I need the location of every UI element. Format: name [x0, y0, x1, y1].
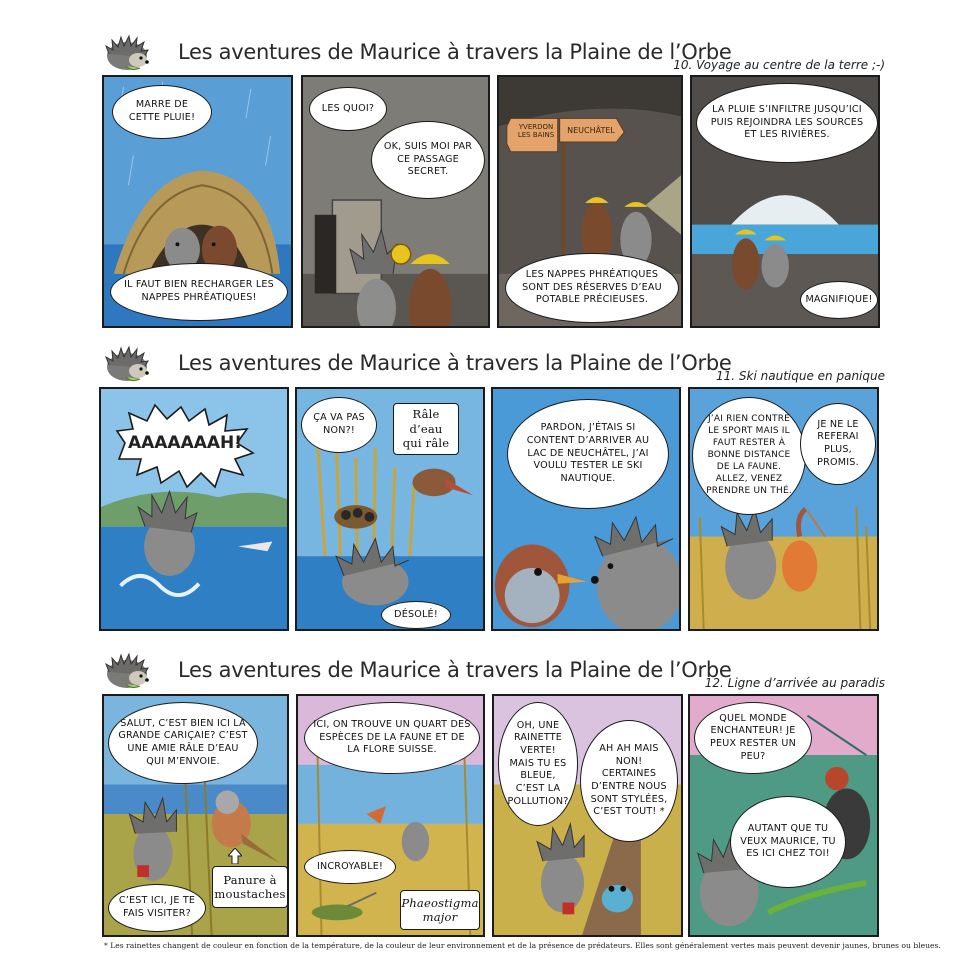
speech-bubble: QUEL MONDE ENCHANTEUR! JE PEUX RESTER UN PEU?	[694, 702, 812, 774]
panel-3-3	[492, 694, 683, 937]
episode-title: 12. Ligne d’arrivée au paradis	[704, 676, 885, 690]
speech-bubble: JE NE LE REFERAI PLUS, PROMIS.	[800, 403, 876, 485]
panel-1-2	[301, 75, 490, 328]
speech-bubble: PARDON, J’ÉTAIS SI CONTENT D’ARRIVER AU LAC DE NEUCHÂTEL, J’AI VOULU TESTER LE SKI NAUTIQUE.	[507, 399, 669, 509]
speech-bubble: ICI, ON TROUVE UN QUART DES ESPÈCES DE LA FAUNE ET DE LA FLORE SUISSE.	[304, 702, 480, 774]
strip-2-header	[0, 341, 979, 389]
panel-3-2	[296, 694, 485, 937]
species-label: Phaeostigma major	[400, 890, 480, 930]
species-label: Râle d’eau qui râle	[393, 403, 459, 455]
sign-neuchatel: NEUCHÂTEL	[567, 126, 615, 135]
speech-bubble: AH AH MAIS NON! CERTAINES D’ENTRE NOUS SONT STYLÉES, C’EST TOUT! *	[580, 720, 678, 842]
speech-bubble: MARRE DE CETTE PLUIE!	[112, 85, 212, 139]
speech-bubble: ÇA VA PAS NON?!	[301, 397, 377, 453]
panel-2-2	[295, 387, 485, 631]
strip-title: Les aventures de Maurice à travers la Plaine de l’Orbe	[178, 40, 732, 64]
shout-text: AAAAAAAH!	[127, 433, 243, 453]
panel-1-3	[497, 75, 683, 328]
speech-bubble: AUTANT QUE TU VEUX MAURICE, TU ES ICI CHEZ TOI!	[730, 796, 846, 888]
footnote: * Les rainettes changent de couleur en fonction de la température, de la couleur de leur environnement et de la présence de prédateurs. Elles sont généralement vertes mais peuvent devenir jaunes, brunes ou bleues.	[104, 941, 941, 950]
speech-bubble: OK, SUIS MOI PAR CE PASSAGE SECRET.	[371, 121, 485, 199]
hedgehog-logo-icon	[104, 343, 150, 383]
panel-1-1	[102, 75, 293, 328]
hedgehog-logo-icon	[104, 650, 150, 690]
panel-3-4	[688, 694, 879, 937]
speech-bubble: LA PLUIE S’INFILTRE JUSQU’ICI PUIS REJOINDRA LES SOURCES ET LES RIVIÈRES.	[696, 83, 878, 163]
sign-yverdon: YVERDON LES BAINS	[517, 123, 555, 140]
speech-bubble: SALUT, C’EST BIEN ICI LA GRANDE CARIÇAIE? C’EST UNE AMIE RÂLE D’EAU QUI M’ENVOIE.	[108, 702, 258, 784]
speech-bubble: MAGNIFIQUE!	[800, 281, 878, 319]
speech-bubble: LES QUOI?	[309, 87, 387, 131]
speech-bubble: C’EST ICI, JE TE FAIS VISITER?	[108, 884, 206, 932]
strip-1-header	[0, 30, 979, 78]
panel-2-4	[688, 387, 879, 631]
panel-1-4	[690, 75, 880, 328]
speech-bubble: J’AI RIEN CONTRE LE SPORT MAIS IL FAUT RESTER À BONNE DISTANCE DE LA FAUNE. ALLEZ, VENEZ PRENDRE UN THÉ.	[692, 397, 806, 515]
speech-bubble: IL FAUT BIEN RECHARGER LES NAPPES PHRÉATIQUES!	[110, 263, 288, 321]
arrow-up-icon	[228, 848, 242, 864]
episode-title: 10. Voyage au centre de la terre ;-)	[673, 58, 885, 72]
panel-2-1	[99, 387, 289, 631]
speech-bubble: OH, UNE RAINETTE VERTE! MAIS TU ES BLEUE, C’EST LA POLLUTION?	[498, 702, 578, 826]
speech-bubble: LES NAPPES PHRÉATIQUES SONT DES RÉSERVES D’EAU POTABLE PRÉCIEUSES.	[505, 253, 679, 323]
episode-title: 11. Ski nautique en panique	[716, 369, 885, 383]
panel-3-1	[102, 694, 289, 937]
species-label: Panure à moustaches	[212, 866, 288, 908]
panel-2-3	[491, 387, 681, 631]
speech-bubble: DÉSOLÉ!	[381, 601, 451, 629]
strip-3-header	[0, 648, 979, 696]
hedgehog-logo-icon	[104, 32, 150, 72]
strip-title: Les aventures de Maurice à travers la Plaine de l’Orbe	[178, 658, 732, 682]
strip-title: Les aventures de Maurice à travers la Plaine de l’Orbe	[178, 351, 732, 375]
speech-bubble: INCROYABLE!	[304, 850, 396, 884]
